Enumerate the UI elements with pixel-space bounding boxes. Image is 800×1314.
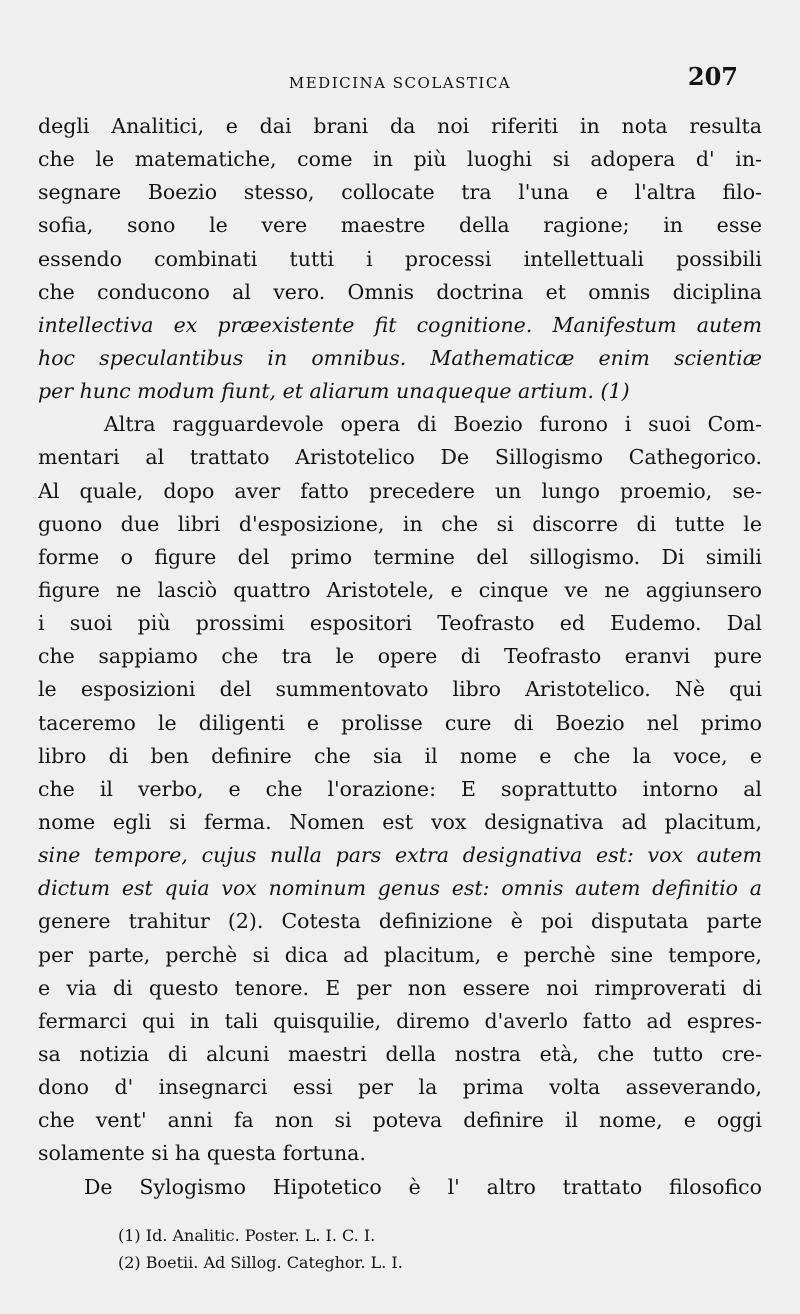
page-header bbox=[0, 62, 800, 96]
running-title: MEDICINA SCOLASTICA bbox=[288, 74, 512, 92]
text-line: mentari al trattato Aristotelico De Sillogismo Cathegorico. bbox=[38, 445, 762, 470]
text-line-latin-quote: dictum est quia vox nominum genus est: omnis autem definitio a bbox=[38, 876, 762, 901]
text-line: essendo combinati tutti i processi intellettuali possibili bbox=[38, 246, 762, 271]
text-line: degli Analitici, e dai brani da noi riferiti in nota resulta bbox=[38, 114, 762, 138]
text-line-latin-quote: hoc speculantibus in omnibus. Mathematicæ enim scientiæ bbox=[38, 345, 762, 370]
footnote-2: (2) Boetii. Ad Sillog. Categhor. L. I. bbox=[118, 1253, 403, 1272]
text-line: taceremo le diligenti e prolisse cure di Boezio nel primo bbox=[38, 710, 762, 735]
text-line: Al quale, dopo aver fatto precedere un lungo proemio, se- bbox=[38, 478, 762, 503]
text-line: che sappiamo che tra le opere di Teofrasto eranvi pure bbox=[38, 644, 762, 669]
text-line: che vent' anni fa non si poteva definire il nome, e oggi bbox=[38, 1108, 762, 1133]
paragraph-start-line: Altra ragguardevole opera di Boezio furono i suoi Com- bbox=[104, 412, 762, 437]
paragraph-start-line: De Sylogismo Hipotetico è l' altro trattato filosofico bbox=[84, 1174, 762, 1199]
text-line: sa notizia di alcuni maestri della nostra età, che tutto cre- bbox=[38, 1041, 762, 1066]
text-line: nome egli si ferma. Nomen est vox designativa ad placitum, bbox=[38, 809, 762, 834]
text-line: solamente si ha questa fortuna. bbox=[38, 1141, 366, 1166]
text-line-latin-quote: sine tempore, cujus nulla pars extra designativa est: vox autem bbox=[38, 843, 762, 868]
body-text bbox=[38, 110, 762, 1204]
text-line: che conducono al vero. Omnis doctrina et omnis diciplina bbox=[38, 279, 762, 304]
text-line: che le matematiche, come in più luoghi si adopera d' in- bbox=[38, 147, 762, 172]
text-line: i suoi più prossimi espositori Teofrasto ed Eudemo. Dal bbox=[38, 611, 762, 636]
text-line: sofia, sono le vere maestre della ragione; in esse bbox=[38, 213, 762, 238]
page-number: 207 bbox=[687, 62, 738, 91]
text-line: libro di ben definire che sia il nome e che la voce, e bbox=[38, 743, 762, 768]
text-line: e via di questo tenore. E per non essere noi rimproverati di bbox=[38, 975, 762, 1000]
text-line: per parte, perchè si dica ad placitum, e perchè sine tempore, bbox=[38, 942, 762, 967]
text-line: dono d' insegnarci essi per la prima volta asseverando, bbox=[38, 1075, 762, 1100]
text-line-latin-quote: per hunc modum fiunt, et aliarum unaqueque artium. (1) bbox=[38, 379, 630, 404]
footnote-1: (1) Id. Analitic. Poster. L. I. C. I. bbox=[118, 1226, 376, 1245]
text-line: guono due libri d'esposizione, in che si discorre di tutte le bbox=[38, 511, 762, 536]
text-line: figure ne lasciò quattro Aristotele, e cinque ve ne aggiunsero bbox=[38, 577, 762, 602]
text-line: forme o figure del primo termine del sillogismo. Di simili bbox=[38, 544, 762, 569]
text-line: genere trahitur (2). Cotesta definizione è poi disputata parte bbox=[38, 909, 762, 934]
text-line: fermarci qui in tali quisquilie, diremo d'averlo fatto ad espres- bbox=[38, 1008, 762, 1033]
footnotes bbox=[118, 1222, 718, 1276]
text-line: le esposizioni del summentovato libro Aristotelico. Nè qui bbox=[38, 677, 762, 702]
text-line: segnare Boezio stesso, collocate tra l'una e l'altra filo- bbox=[38, 180, 762, 205]
text-line-latin-quote: intellectiva ex præexistente fit cognitione. Manifestum autem bbox=[38, 312, 762, 337]
text-line: che il verbo, e che l'orazione: E soprattutto intorno al bbox=[38, 776, 762, 801]
